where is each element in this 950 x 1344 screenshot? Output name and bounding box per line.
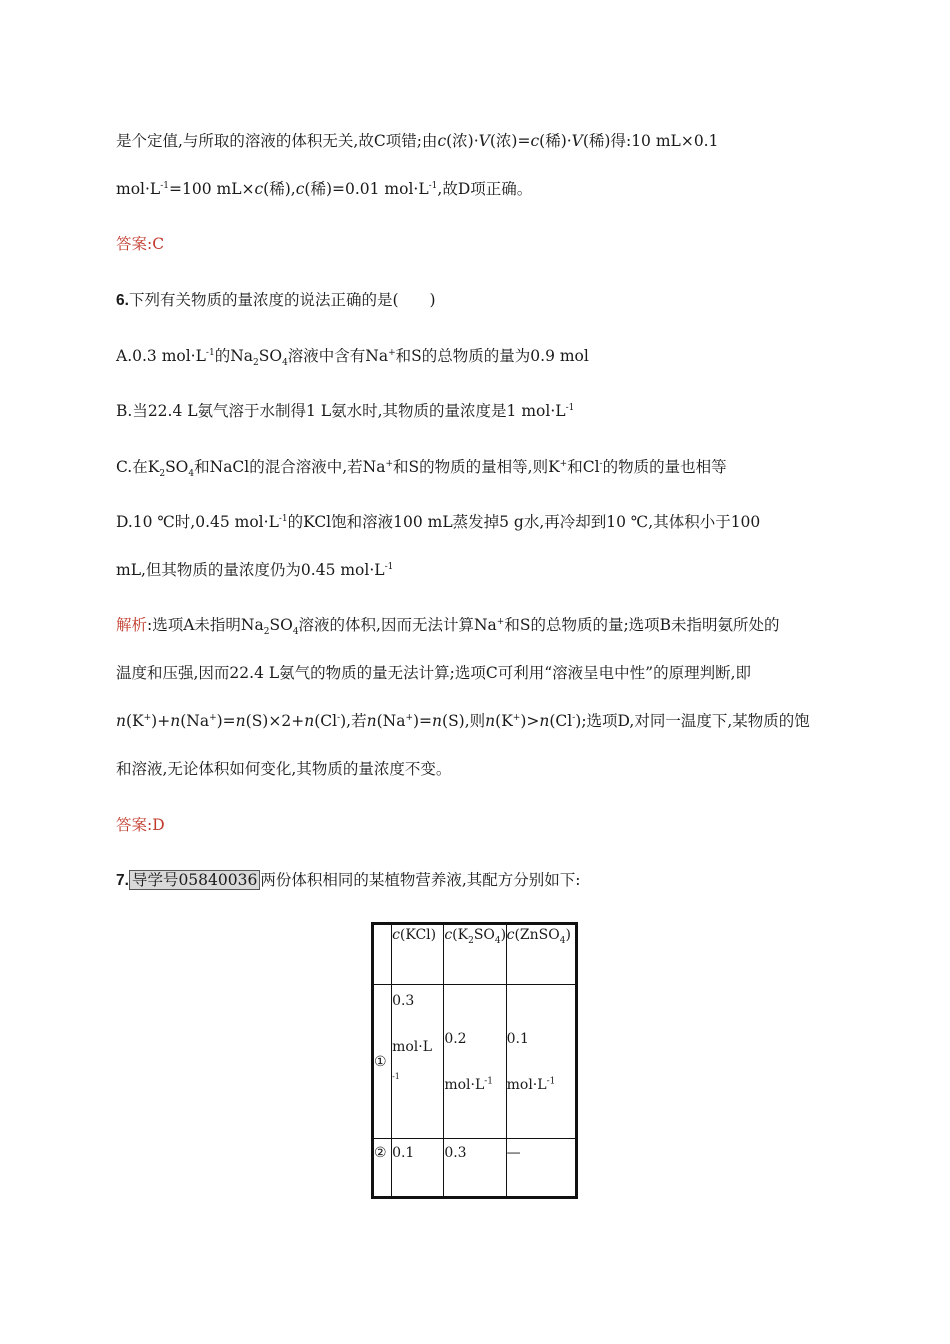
- nutrient-recipe-table: [371, 922, 578, 1199]
- question-7-stem: 7. 导学号05840036 两份体积相同的某植物营养液,其配方分别如下:: [116, 871, 581, 889]
- question-6-stem: 6.下列有关物质的量浓度的说法正确的是( ): [116, 291, 436, 309]
- row-label-2: ②: [373, 1139, 392, 1198]
- guide-number-tag[interactable]: 导学号05840036: [129, 870, 260, 890]
- header-kcl: c(KCl): [392, 924, 444, 985]
- answer-label: 答案: [116, 235, 148, 253]
- header-k2so4: $c(K_2SO_4)$: [444, 924, 506, 985]
- answer-label: 答案: [116, 816, 148, 834]
- table-row: [373, 1139, 577, 1198]
- cell-kcl-1: 0.3 mol·L -1: [392, 985, 444, 1139]
- table-corner-cell: [373, 924, 392, 985]
- table-header-row: [373, 924, 577, 985]
- option-d-line-2: mL,但其物质的量浓度仍为0.45 $mol\cdot L^{-1}$: [116, 561, 394, 579]
- explanation-label: 解析: [116, 616, 148, 634]
- explanation-line-2: 温度和压强,因而22.4 L氨气的物质的量无法计算;选项C可利用“溶液呈电中性”的原理判断,即: [116, 664, 752, 682]
- cell-kcl-2: 0.1: [392, 1139, 444, 1198]
- cell-znso4-2: —: [506, 1139, 576, 1198]
- continued-text-line-2: $mol\cdot L^{-1}=100$ mL×c(稀),c(稀)=0.01 $mol\cdot L^{-1}$,故D项正确。: [116, 180, 533, 198]
- cell-k2so4-1: 0.2 $mol\cdot L^{-1}$: [444, 985, 506, 1139]
- explanation-line-1: 解析:选项A未指明$Na_2SO_4$溶液的体积,因而无法计算Na+和S的总物质的量;选项B未指明氨所处的: [116, 616, 780, 638]
- explanation-line-3: n(K+)+n(Na+)=n(S)×2+n(Cl-),若n(Na+)=n(S),则n(K+)>n(Cl-);选项D,对同一温度下,某物质的饱: [116, 712, 810, 730]
- cell-k2so4-2: 0.3: [444, 1139, 506, 1198]
- cell-znso4-1: 0.1 $mol\cdot L^{-1}$: [506, 985, 576, 1139]
- option-b: B.当22.4 L氨气溶于水制得1 L氨水时,其物质的量浓度是1 $mol\cdot L^{-1}$: [116, 402, 575, 420]
- option-d-line-1: D.10 ℃时,0.45 $mol\cdot L^{-1}$的KCl饱和溶液100 mL蒸发掉5 g水,再冷却到10 ℃,其体积小于100: [116, 513, 761, 531]
- option-c: C.在$K_2SO_4$和NaCl的混合溶液中,若Na+和S的物质的量相等,则K+和Cl-的物质的量也相等: [116, 458, 727, 480]
- table-row: [373, 985, 577, 1139]
- answer-5: 答案:C: [116, 235, 165, 253]
- question-number: 6.: [116, 292, 129, 309]
- explanation-line-4: 和溶液,无论体积如何变化,其物质的量浓度不变。: [116, 760, 452, 778]
- question-number: 7.: [116, 872, 129, 889]
- answer-6: 答案:D: [116, 816, 165, 834]
- continued-text-line-1: 是个定值,与所取的溶液的体积无关,故C项错;由c(浓)·V(浓)=c(稀)·V(稀)得:10 mL×0.1: [116, 132, 719, 150]
- option-a: A.0.3 $mol\cdot L^{-1}$的$Na_2SO_4$溶液中含有Na+和S的总物质的量为0.9 mol: [116, 347, 589, 369]
- header-znso4: c(ZnSO$_4$): [506, 924, 576, 985]
- row-label-1: ①: [373, 985, 392, 1139]
